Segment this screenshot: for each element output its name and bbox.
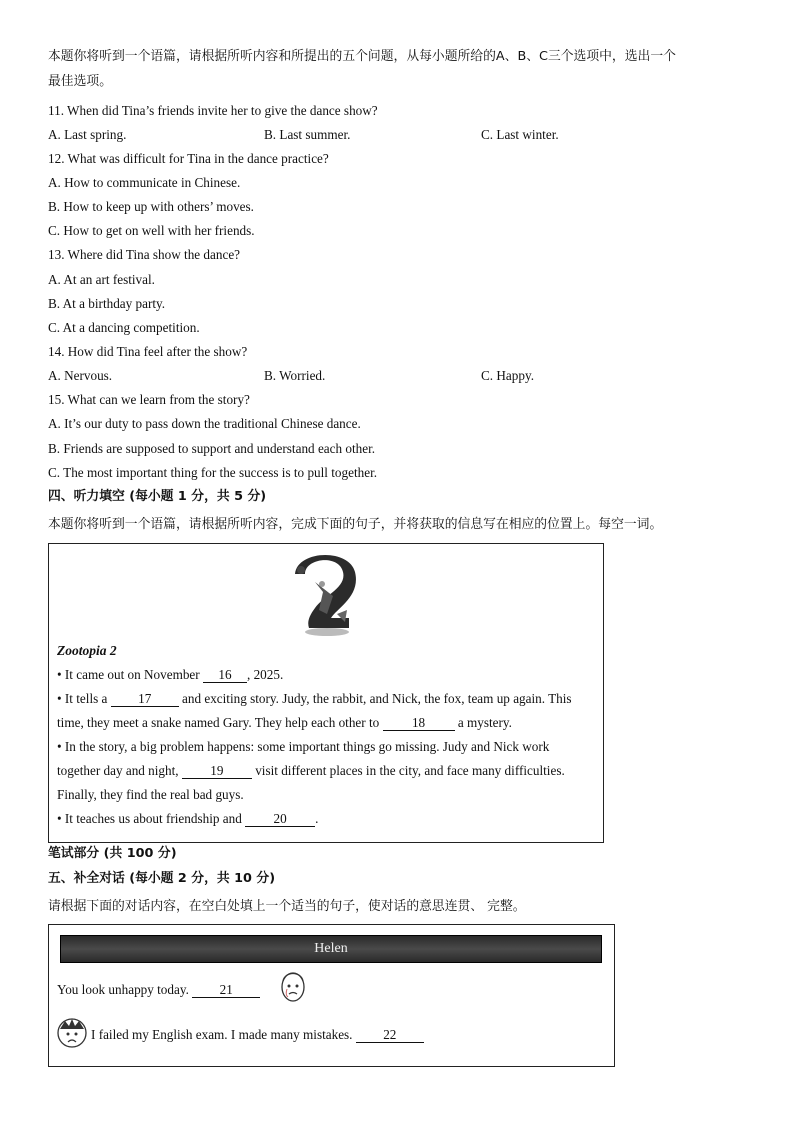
question-13: 13. Where did Tina show the dance? bbox=[48, 247, 241, 262]
blank-17[interactable]: 17 bbox=[111, 691, 179, 707]
section-4-heading: 四、听力填空 (每小题 1 分，共 5 分) bbox=[48, 489, 267, 504]
question-11: 11. When did Tina’s friends invite her to give the dance show? bbox=[48, 103, 378, 118]
dialogue-box bbox=[48, 924, 615, 1067]
q14-option-c: C. Happy. bbox=[481, 368, 534, 383]
q11-option-c: C. Last winter. bbox=[481, 127, 559, 142]
zootopia-line-4: • In the story, a big problem happens: some important things go missing. Judy and Nick work bbox=[57, 739, 550, 754]
blank-22[interactable]: 22 bbox=[356, 1027, 424, 1043]
section-5-instruction: 请根据下面的对话内容，在空白处填上一个适当的句子，使对话的意思连贯、 完整。 bbox=[48, 899, 526, 914]
line-5-text-a: together day and night, bbox=[57, 763, 182, 778]
line-2-text-a: • It tells a bbox=[57, 691, 111, 706]
blank-21[interactable]: 21 bbox=[192, 982, 260, 998]
blank-18[interactable]: 18 bbox=[383, 715, 455, 731]
q13-option-a: A. At an art festival. bbox=[48, 272, 155, 287]
q13-option-c: C. At a dancing competition. bbox=[48, 320, 200, 335]
q15-option-b: B. Friends are supposed to support and understand each other. bbox=[48, 441, 376, 456]
dialogue-2-text: I failed my English exam. I made many mistakes. bbox=[91, 1027, 356, 1042]
question-15: 15. What can we learn from the story? bbox=[48, 392, 250, 407]
q15-option-a: A. It’s our duty to pass down the traditional Chinese dance. bbox=[48, 416, 361, 431]
question-12: 12. What was difficult for Tina in the dance practice? bbox=[48, 151, 329, 166]
blank-16[interactable]: 16 bbox=[203, 667, 247, 683]
zootopia-title: Zootopia 2 bbox=[57, 643, 117, 658]
section-4-instruction: 本题你将听到一个语篇，请根据所听内容，完成下面的句子，并将获取的信息写在相应的位置上。每空一词。 bbox=[48, 517, 663, 532]
dialogue-1-text: You look unhappy today. bbox=[57, 982, 193, 997]
q13-option-b: B. At a birthday party. bbox=[48, 296, 166, 311]
line-1-text-a: • It came out on November bbox=[57, 667, 203, 682]
dialogue-line-2 bbox=[91, 1026, 424, 1044]
blank-19[interactable]: 19 bbox=[182, 763, 252, 779]
zootopia-line-2 bbox=[57, 690, 572, 708]
q12-option-a: A. How to communicate in Chinese. bbox=[48, 175, 241, 190]
q14-option-a: A. Nervous. bbox=[48, 368, 113, 383]
line-7-text-b: . bbox=[315, 811, 319, 826]
zootopia-snake-illustration bbox=[289, 552, 365, 638]
boy-avatar-icon bbox=[57, 1017, 87, 1049]
question-14: 14. How did Tina feel after the show? bbox=[48, 344, 248, 359]
zootopia-line-3 bbox=[57, 714, 512, 732]
written-part-heading: 笔试部分 (共 100 分) bbox=[48, 846, 177, 861]
zootopia-line-1 bbox=[57, 666, 283, 684]
q14-option-b: B. Worried. bbox=[264, 368, 326, 383]
line-3-text-a: time, they meet a snake named Gary. They help each other to bbox=[57, 715, 383, 730]
zootopia-box bbox=[48, 543, 604, 843]
intro-line-1: 本题你将听到一个语篇，请根据所听内容和所提出的五个问题，从每小题所给的A、B、C三个选项中，选出一个 bbox=[48, 49, 676, 64]
intro-line-2: 最佳选项。 bbox=[48, 74, 112, 89]
line-3-text-b: a mystery. bbox=[454, 715, 512, 730]
q15-option-c: C. The most important thing for the success is to pull together. bbox=[48, 465, 378, 480]
line-7-text-a: • It teaches us about friendship and bbox=[57, 811, 246, 826]
dialogue-line-1 bbox=[57, 981, 260, 999]
helen-header: Helen bbox=[60, 935, 602, 963]
section-5-heading: 五、补全对话 (每小题 2 分，共 10 分) bbox=[48, 871, 276, 886]
zootopia-line-7 bbox=[57, 810, 318, 828]
q12-option-b: B. How to keep up with others’ moves. bbox=[48, 199, 254, 214]
zootopia-line-5 bbox=[57, 762, 565, 780]
helen-avatar-icon bbox=[279, 969, 307, 1005]
blank-20[interactable]: 20 bbox=[245, 811, 315, 827]
q11-option-b: B. Last summer. bbox=[264, 127, 351, 142]
line-1-text-b: , 2025. bbox=[246, 667, 284, 682]
q11-option-a: A. Last spring. bbox=[48, 127, 127, 142]
line-5-text-b: visit different places in the city, and face many difficulties. bbox=[251, 763, 565, 778]
line-2-text-b: and exciting story. Judy, the rabbit, and Nick, the fox, team up again. This bbox=[178, 691, 572, 706]
zootopia-line-6: Finally, they find the real bad guys. bbox=[57, 787, 244, 802]
q12-option-c: C. How to get on well with her friends. bbox=[48, 223, 255, 238]
